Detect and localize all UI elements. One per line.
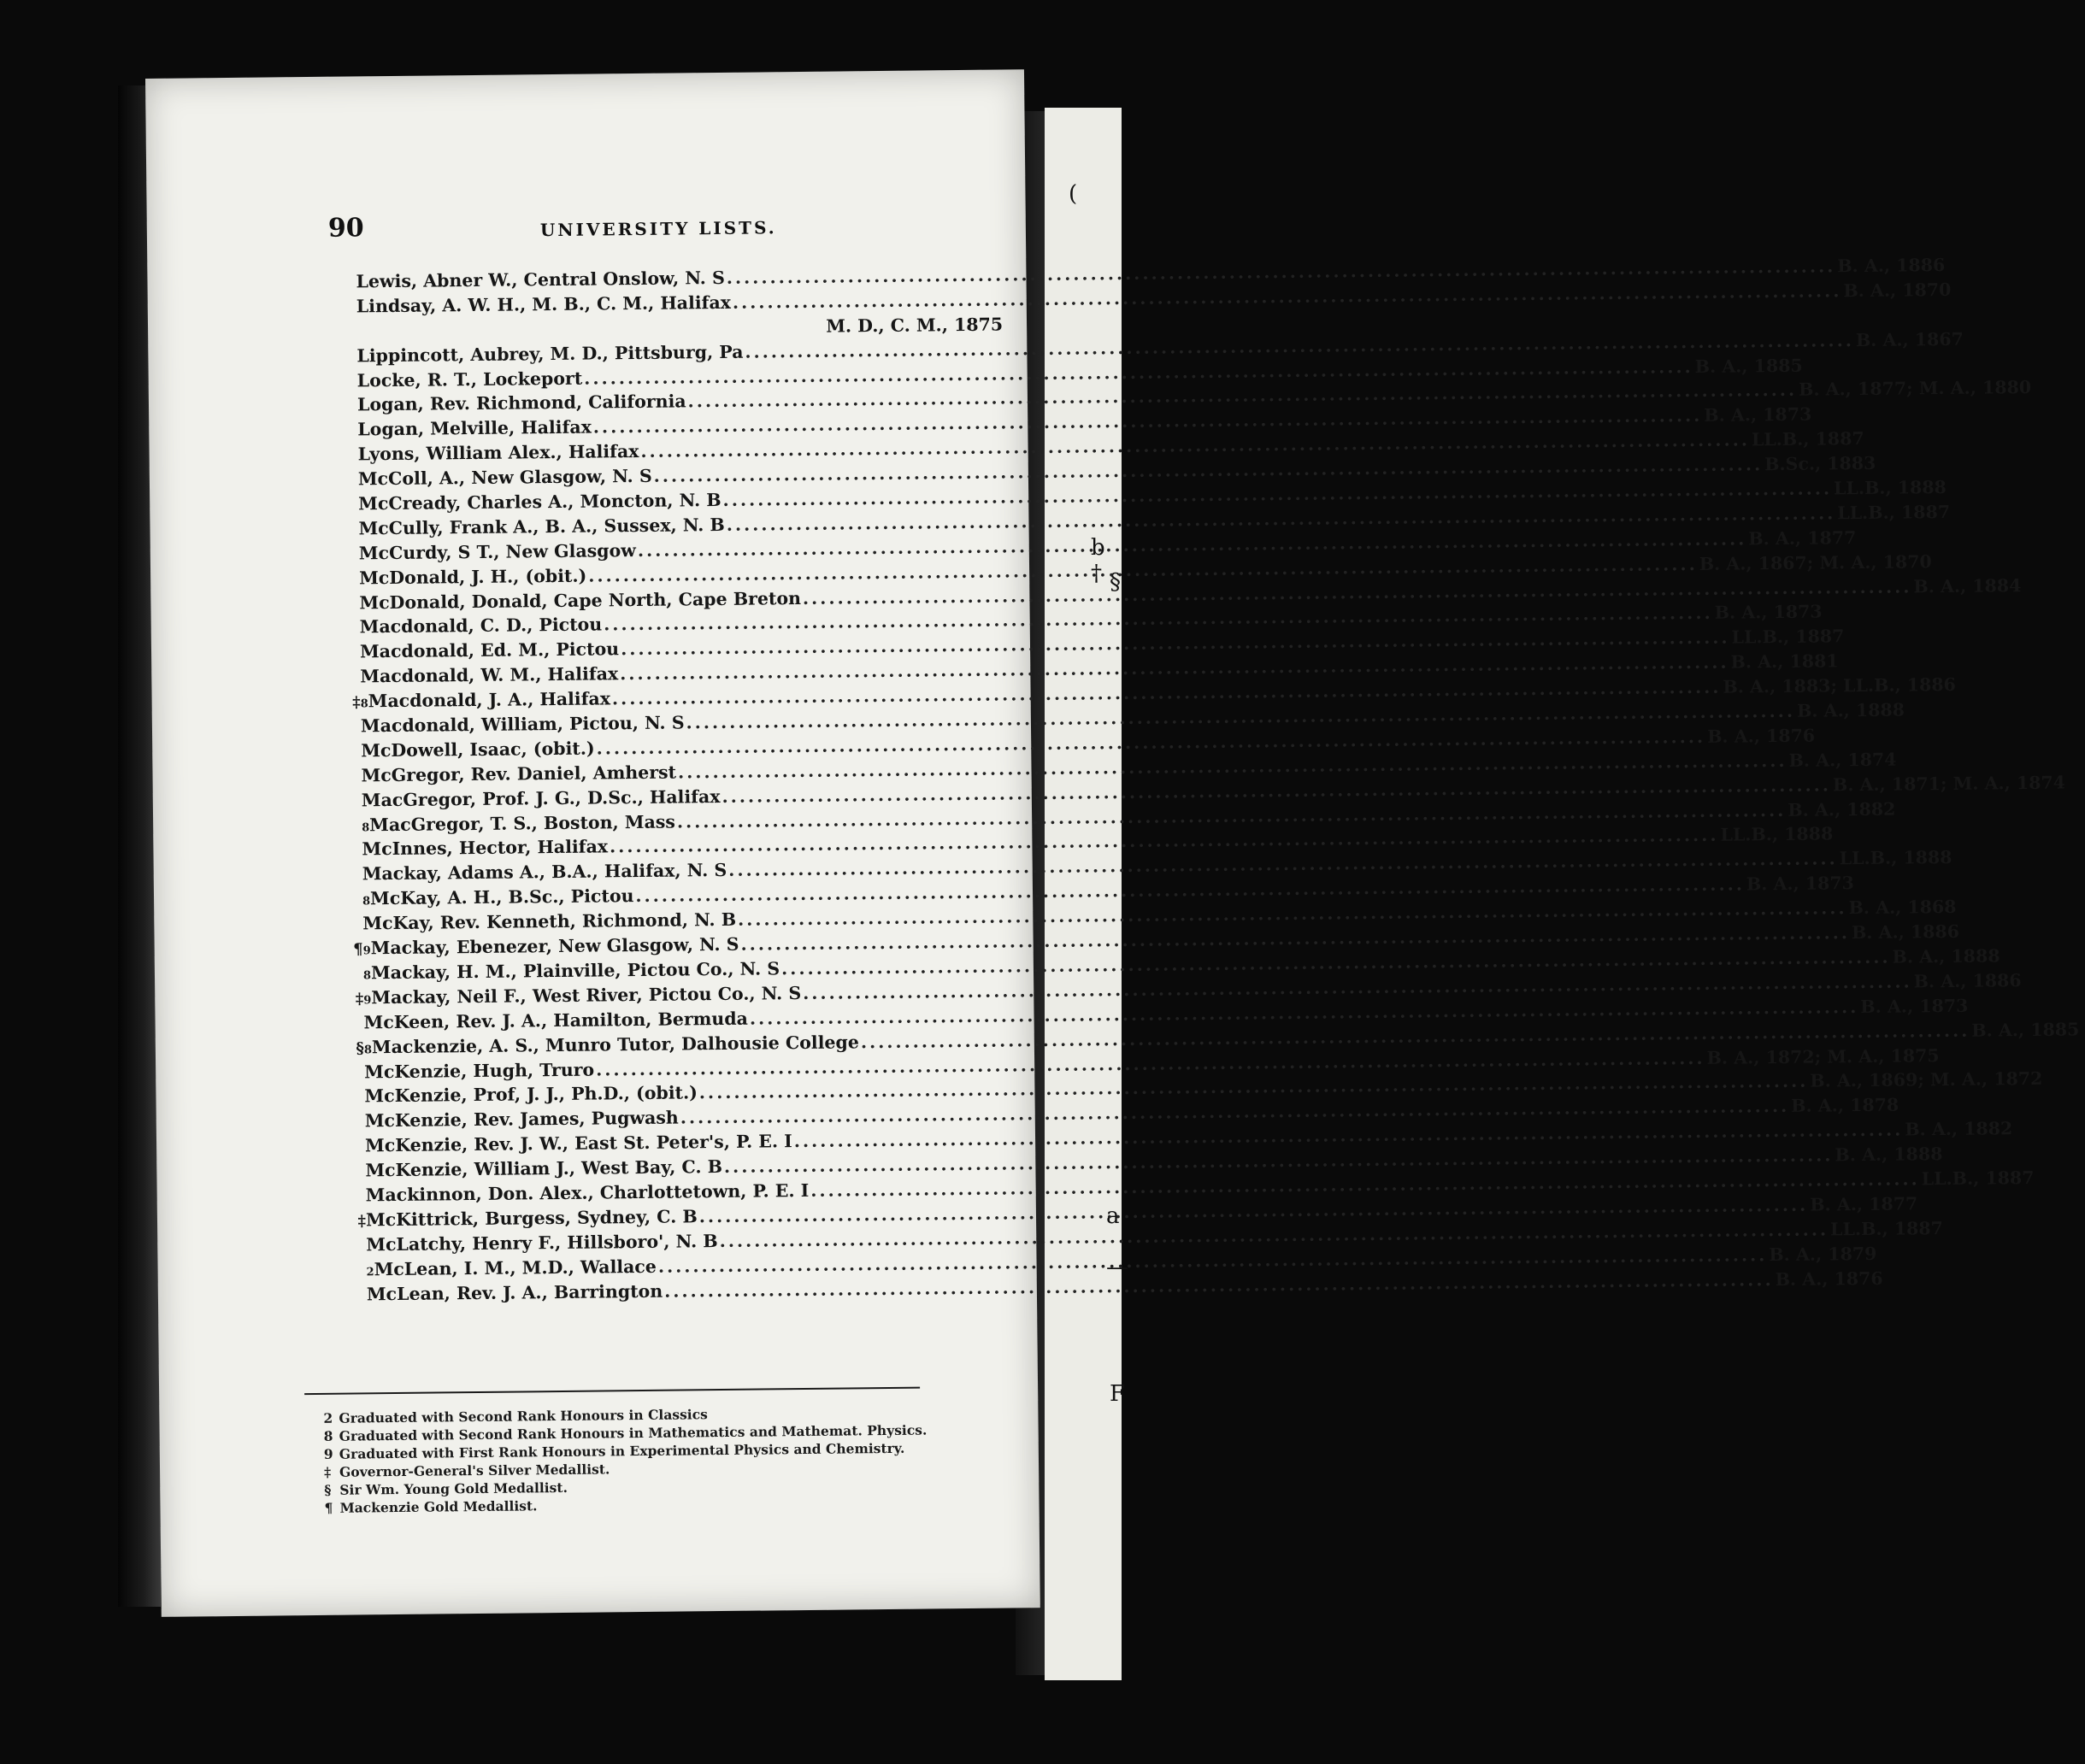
entry-degree: LL.B., 1888 — [1833, 476, 1947, 499]
book-page — [145, 69, 2080, 1617]
entry-degree: B. A., 1886 — [1913, 969, 2022, 992]
entry-name: McKay, Rev. Kenneth, Richmond, N. B — [362, 908, 737, 934]
entry-degree: B. A., 1878 — [1791, 1094, 1899, 1117]
footnote-mark: ‡ — [323, 1463, 332, 1480]
entry-name: McKeen, Rev. J. A., Hamilton, Bermuda — [363, 1008, 749, 1033]
running-head: UNIVERSITY LISTS. — [539, 217, 777, 241]
entry-footnote-ref: 8 — [362, 895, 371, 908]
entry-degree: LL.B., 1888 — [1839, 847, 1952, 869]
entry-degree: B. A., 1876 — [1775, 1267, 1883, 1290]
entry-name: McLean, I. M., M.D., Wallace — [374, 1255, 657, 1279]
entry-name: McCready, Charles A., Moncton, N. B — [358, 489, 722, 514]
entry-name: McKenzie, Rev. James, Pugwash — [364, 1107, 679, 1132]
facing-mark-2: § — [1110, 569, 1121, 595]
entry-name: MacGregor, T. S., Boston, Mass — [369, 811, 676, 835]
entry-name: Locke, R. T., Lockeport — [356, 368, 583, 391]
entry-name: Lewis, Abner W., Central Onslow, N. S — [356, 267, 725, 292]
entry-mark: ‡ — [355, 990, 364, 1008]
entry-name: Macdonald, C. D., Pictou — [359, 614, 603, 638]
entry-name: McCurdy, S T., New Glasgow — [358, 539, 636, 564]
entry-name: Mackay, Ebenezer, New Glasgow, N. S — [370, 933, 739, 959]
entry-footnote-ref: 2 — [366, 1265, 374, 1279]
entry-degree: LL.B., 1887 — [1751, 428, 1864, 450]
entry-degree: B. A., 1873 — [1860, 995, 1969, 1017]
entry-name: Lyons, William Alex., Halifax — [357, 441, 639, 465]
entry-degree: B. A., 1869; M. A., 1872 — [1810, 1068, 2043, 1092]
entry-degree: B. A., 1867; M. A., 1870 — [1699, 550, 1932, 574]
entry-name: Logan, Melville, Halifax — [357, 416, 592, 440]
entry-degree: LL.B., 1887 — [1829, 1217, 1943, 1240]
entry-degree: LL.B., 1887 — [1921, 1167, 2035, 1190]
entry-degree: B. A., 1883; LL.B., 1886 — [1723, 674, 1956, 697]
entry-footnote-ref: 8 — [360, 697, 368, 711]
footnote-text: Graduated with Second Rank Honours in Mathematics and Mathemat. Physics. — [339, 1421, 928, 1444]
entry-name: Macdonald, W. M., Halifax — [360, 663, 619, 687]
entry-degree: B. A., 1877 — [1748, 526, 1857, 550]
entry-name: Mackay, H. M., Plainville, Pictou Co., N. S — [370, 958, 780, 984]
entry-degree: B. A., 1876 — [1706, 725, 1816, 747]
entry-name: McKittrick, Burgess, Sydney, C. B — [365, 1206, 698, 1231]
entry-degree: LL.B., 1887 — [1731, 626, 1845, 648]
entry-name: Mackenzie, A. S., Munro Tutor, Dalhousie College — [371, 1031, 859, 1057]
entry-degree: B. A., 1873 — [1714, 601, 1823, 624]
footnotes — [323, 1403, 974, 1518]
entry-name: McDowell, Isaac, (obit.) — [361, 738, 595, 761]
entry-name: McKenzie, William J., West Bay, C. B — [365, 1156, 723, 1181]
entry-degree: B. A., 1868 — [1848, 897, 1957, 919]
entry-mark: ‡ — [352, 693, 361, 712]
footnote-text: Sir Wm. Young Gold Medallist. — [339, 1479, 568, 1498]
entry-name: Macdonald, William, Pictou, N. S — [360, 712, 685, 737]
entry-name: Macdonald, J. A., Halifax — [368, 688, 611, 712]
footnote-rule — [304, 1387, 920, 1396]
entry-degree: M. D., C. M., 1875 — [826, 314, 1004, 337]
entry-name: Mackay, Neil F., West River, Pictou Co., N. S — [371, 982, 802, 1008]
entry-mark: ¶ — [353, 940, 363, 959]
graduate-list — [335, 254, 2080, 1309]
entry-degree: B. A., 1886 — [1837, 254, 1946, 277]
entry-name: McLatchy, Henry F., Hillsboro', N. B — [366, 1230, 718, 1255]
entry-name: McKenzie, Prof, J. J., Ph.D., (obit.) — [364, 1082, 698, 1107]
entry-name: McGregor, Rev. Daniel, Amherst — [361, 761, 677, 786]
entry-name: McDonald, Donald, Cape North, Cape Breton — [359, 587, 802, 613]
entry-degree: B. A., 1888 — [1835, 1144, 1943, 1166]
entry-name: Lippincott, Aubrey, M. D., Pittsburg, Pa — [356, 341, 744, 367]
entry-name: McInnes, Hector, Halifax — [362, 836, 609, 860]
entry-footnote-ref: 9 — [362, 944, 371, 958]
entry-degree: B. A., 1877; M. A., 1880 — [1798, 377, 2032, 401]
entry-degree: B. A., 1873 — [1746, 873, 1855, 895]
entry-name: MacGregor, Prof. J. G., D.Sc., Halifax — [361, 785, 721, 811]
entry-degree: B. A., 1882 — [1788, 798, 1896, 820]
entry-degree: B. A., 1873 — [1704, 403, 1812, 426]
footnote-text: Mackenzie Gold Medallist. — [339, 1497, 538, 1516]
facing-mark-4: — — [1106, 1255, 1128, 1280]
entry-name: McKenzie, Hugh, Truro — [364, 1059, 595, 1082]
entry-degree: B. A., 1874 — [1788, 749, 1897, 771]
footnote-text: Graduated with Second Rank Honours in Classics — [339, 1406, 708, 1426]
entry-degree: LL.B., 1888 — [1720, 823, 1834, 846]
footnote-mark: § — [324, 1481, 332, 1498]
footnote-mark: 8 — [323, 1427, 333, 1444]
entry-mark: § — [356, 1038, 365, 1058]
entry-name: McCully, Frank A., B. A., Sussex, N. B — [358, 514, 725, 539]
footnote-text: Graduated with First Rank Honours in Experimental Physics and Chemistry. — [339, 1439, 905, 1462]
entry-degree: B. A., 1871; M. A., 1874 — [1832, 772, 2066, 796]
entry-degree: B. A., 1870 — [1843, 279, 1952, 302]
entry-name: McKenzie, Rev. J. W., East St. Peter's, P. E. I — [364, 1131, 792, 1156]
entry-degree: B. A., 1885 — [1971, 1018, 2080, 1041]
entry-footnote-ref: 9 — [363, 994, 372, 1008]
entry-mark: ‡ — [357, 1212, 367, 1231]
dot-leader — [358, 332, 824, 337]
entry-name: McColl, A., New Glasgow, N. S — [357, 465, 652, 490]
entry-footnote-ref: 8 — [362, 969, 372, 983]
facing-mark-1: b † — [1091, 535, 1105, 586]
page-number: 90 — [327, 213, 364, 244]
facing-mark-3: a — [1106, 1203, 1120, 1229]
entry-degree: B. A., 1877 — [1810, 1193, 1918, 1215]
entry-degree: B. A., 1867 — [1855, 328, 1964, 350]
footnote-mark: 2 — [323, 1409, 333, 1426]
entry-name: Lindsay, A. W. H., M. B., C. M., Halifax — [356, 291, 732, 317]
entry-degree: LL.B., 1887 — [1837, 501, 1951, 524]
entry-name: Logan, Rev. Richmond, California — [356, 391, 686, 415]
entry-degree: B. A., 1886 — [1851, 920, 1960, 944]
entry-degree: B. A., 1881 — [1730, 650, 1839, 673]
entry-name: McLean, Rev. J. A., Barrington — [366, 1280, 663, 1304]
entry-degree: B. A., 1872; M. A., 1875 — [1706, 1044, 1940, 1068]
facing-mark-0: ( — [1069, 181, 1078, 207]
entry-footnote-ref: 8 — [362, 820, 370, 834]
entry-degree: B. A., 1888 — [1892, 945, 2000, 967]
entry-degree: B.Sc., 1883 — [1764, 452, 1876, 475]
entry-name: McKay, A. H., B.Sc., Pictou — [369, 885, 634, 909]
footnote-mark: 9 — [323, 1445, 333, 1462]
entry-degree: B. A., 1879 — [1769, 1243, 1877, 1265]
entry-name: McDonald, J. H., (obit.) — [359, 565, 587, 589]
footnote-mark: ¶ — [324, 1499, 333, 1516]
entry-footnote-ref: 8 — [363, 1043, 373, 1056]
entry-degree: B. A., 1888 — [1796, 699, 1905, 721]
entry-name: Mackinnon, Don. Alex., Charlottetown, P. E. I — [365, 1179, 810, 1206]
entry-degree: B. A., 1884 — [1913, 574, 2022, 597]
footnote-text: Governor-General's Silver Medallist. — [339, 1461, 610, 1480]
entry-name: Macdonald, Ed. M., Pictou — [359, 638, 620, 662]
entry-name: Mackay, Adams A., B.A., Halifax, N. S — [362, 860, 727, 885]
entry-degree: B. A., 1885 — [1694, 355, 1803, 377]
facing-mark-5: F — [1110, 1381, 1126, 1407]
entry-degree: B. A., 1882 — [1905, 1118, 2013, 1140]
